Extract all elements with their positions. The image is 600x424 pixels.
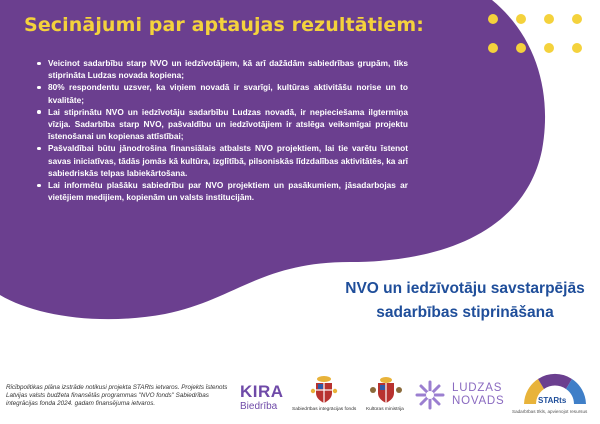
ludzas-logo-line1: LUDZAS xyxy=(452,382,503,394)
kira-logo xyxy=(240,382,286,416)
stars-logo xyxy=(512,370,598,418)
list-item: Lai informētu plašāku sabiedrību par NVO projektiem un pasākumiem, jāsadarbojas ar vietējiem medijiem, kopienām un valsts institucijām. xyxy=(36,179,408,203)
funding-note: Rīcībpolitikas plāna izstrāde notikusi projekta STARts ietvaros. Projekts īstenots Latvijas valsts budžeta finansētās programmas "NVO fonds" Sabiedrības integrācijas fonda 2024. gadam finansējuma ietvaros. xyxy=(6,384,228,407)
ludzas-novads-logo xyxy=(414,378,514,412)
ludzas-flower-logo-icon xyxy=(414,379,446,411)
list-item: Pašvaldībai būtu jānodrošina finansiālais atbalsts NVO projektiem, lai tie varētu īstenot savas iniciatīvas, tādās jomās kā kultūra, izglītībā, pilsoniskās līdzdalības aktivitātēs, ka arī sabiedriskās telpas labiekārtošana. xyxy=(36,142,408,179)
conclusions-list xyxy=(36,57,408,203)
culture-ministry-caption: Kultūras ministrija xyxy=(366,407,404,412)
list-item: Veicinot sadarbību starp NVO un iedzīvotājiem, kā arī dažādām sabiedrības grupām, tiks stiprināta Ludzas novada kopiena; xyxy=(36,57,408,81)
sif-caption: Sabiedrības integrācijas fonds xyxy=(292,407,357,412)
page-title: Secinājumi par aptaujas rezultātiem: xyxy=(24,14,424,36)
decorative-dots xyxy=(480,10,590,80)
coat-of-arms-emblem-icon xyxy=(369,376,403,404)
stars-logo-word: STARts xyxy=(538,396,567,405)
ludzas-logo-text xyxy=(452,382,505,408)
list-item: 80% respondentu uzsver, ka viņiem novadā ir svarīgi, kultūras aktivitāšu norise un to kvalitāte; xyxy=(36,81,408,105)
document-subtitle: NVO un iedzīvotāju savstarpējās sadarbības stiprināšana xyxy=(345,280,585,321)
kira-logo-word: KIRA xyxy=(240,382,284,401)
list-item: Lai stiprinātu NVO un iedzīvotāju sadarbību Ludzas novadā, ir nepieciešama ilgtermiņa vīzija. Sadarbība starp NVO, pašvaldību un iedzīvotājiem ir atslēga veiksmīgai projektu īstenošanai un kopienas attīstībai; xyxy=(36,106,408,143)
kira-logo-subtitle: Biedrība xyxy=(240,401,278,412)
ludzas-logo-line2: NOVADS xyxy=(452,395,505,407)
stars-logo-caption: Sadarbības tīkls, apvienojot resursus xyxy=(512,409,588,414)
culture-ministry-logo xyxy=(364,376,408,416)
coat-of-arms-emblem-icon xyxy=(310,374,338,404)
sif-logo xyxy=(292,374,356,418)
